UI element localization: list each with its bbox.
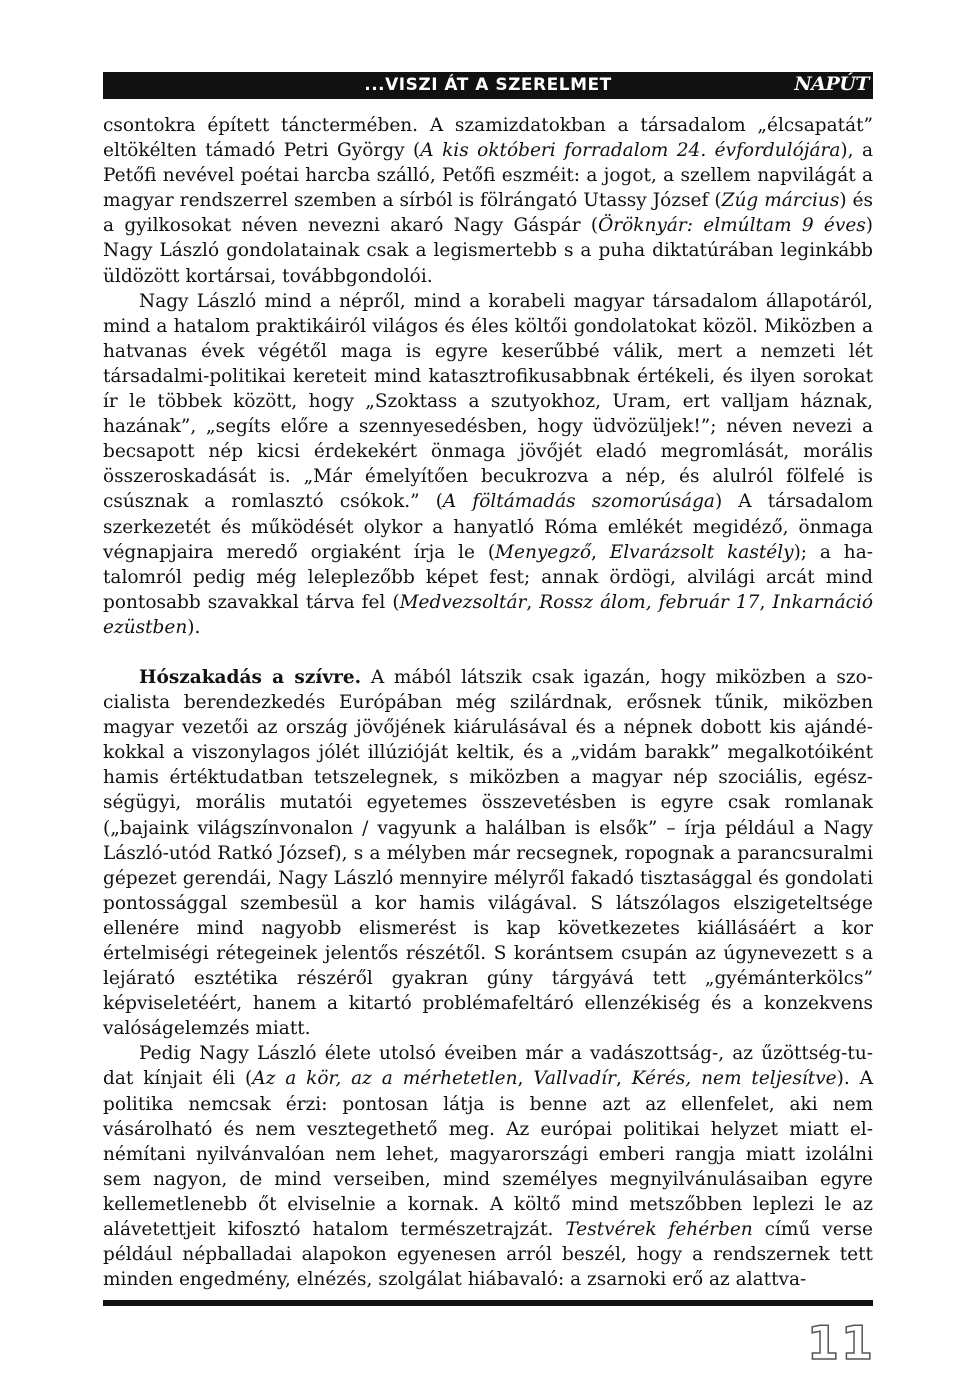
work-title: Vallvadír — [533, 1068, 616, 1090]
page-number: 11 — [806, 1316, 875, 1370]
text-run: című verse például népballadai alapokon egyenesen arról beszél, hogy a rendszernek tett minden engedmény, elnézés, szolgálat hiábavaló: a zsarnoki erő az alattva- — [103, 1219, 873, 1291]
text-run: ) Nagy László gondolatainak csak a legismertebb s a puha diktatúrában leginkább üldözött kortársai, továbbgondolói. — [103, 215, 873, 287]
work-title: Rossz álom, február 17 — [539, 591, 760, 613]
text-run: ) A társadalom szerkezetét és működését olykor a hanyatló Róma emlékét megidéző, önmaga végnapjaira meredő orgiaként írja le ( — [103, 491, 874, 563]
text-run: ). — [187, 616, 201, 638]
text-run: , — [517, 1068, 534, 1090]
text-run: , — [615, 1068, 632, 1090]
text-run: , — [759, 591, 773, 613]
work-title: Kérés, nem teljesítve — [631, 1068, 837, 1090]
article-body — [103, 113, 873, 1292]
text-run: Pedig Nagy László élete utolsó éveiben már a vadászottság-, az űzöttség-tudat kínjait éli ( — [103, 1043, 873, 1090]
work-title: Zúg március — [721, 190, 840, 212]
running-header-title: ...VISZI ÁT A SZERELMET — [364, 75, 612, 95]
work-title: Testvérek fehérben — [565, 1219, 753, 1241]
text-run: ), a Petőfi nevével poétai harcba szálló, Petőfi eszméit: a jogot, a szellem napvilágát a magyar rendszerrel szemben a sírból is fölrángató Utassy József ( — [103, 140, 873, 212]
text-run: A mából látszik csak igazán, hogy miközben a szocialista berendezkedés Európában még szilárdnak, erősnek tűnik, miközben magyar vezetői az ország jövőjének kiárulásával és a népnek dobott kis ajándékokkal a viszonylagos jólét illúzióját keltik, és a „vidám barakk” megalkotóiként hamis értéktudatban tetszelegnek, s miközben a magyar nép szociális, egészségügyi, morális mutatói egyetemes összevetésben is egyre csak romlanak („bajaink világszínvonalon / vagyunk a halálban is elsők” – írja például a Nagy László-utód Ratkó József), s a mélyben már recsegnek, ropognak a parancsuralmi gépezet gerendái, Nagy László mennyire mélyről fakadó tisztasággal és gondolati pontossággal szembesül a kor hamis világával. S látszólagos elszigeteltsége ellenére mind nagyobb elismerést is kap következetes kiállásáért a kor értelmiségi rétegeinek jelentős részétől. S korántsem csupán az úgynevezett s a lejárató esztétika részéről gyakran gúny tárgyává tett „gyémánterkölcs” képviseletéért, hanem a kitartó problémafeltáró ellenzékiség és a konzekvens valóságelemzés miatt. — [103, 666, 873, 1040]
work-title: Inkarnáció ezüstben — [103, 591, 874, 638]
text-run: , — [590, 541, 610, 563]
text-run: ) és a gyilkosokat néven nevezni akaró Nagy Gáspár ( — [103, 190, 873, 237]
paragraph — [103, 1041, 873, 1292]
paragraph-with-subheading — [103, 665, 873, 1041]
text-run: ). A politika nemcsak érzi: pontosan látja is benne azt az ellenfelet, aki nem vásárolható és nem vesztegethető meg. Az európai politikai helyzet miatt elnémítani nyilvánvalóan nem lehet, magyarországi emberi rangja miatt izolálni sem nagyon, de mind verseiben, mind személyes megnyilvánulásaiban egyre kellemetlenebb őt elviselnie a kornak. A költő mind metszőbben leplezi le az alávetettjeit kifosztó hatalom természetrajzát. — [103, 1068, 874, 1241]
work-title: A kis októberi forradalom 24. évfordulójára — [420, 140, 841, 162]
paragraph — [103, 113, 873, 289]
work-title: Menyegző — [495, 541, 591, 563]
text-run: csontokra épített tánctermében. A szamizdatokban a társadalom „élcsapatát” eltökélten támadó Petri György ( — [103, 115, 873, 162]
paragraph — [103, 289, 873, 640]
running-header — [103, 72, 873, 99]
text-run: ); a hatalomról pedig még leleplezőbb képet fest; annak ördögi, alvilági arcát mind pontosabb szavakkal tárva fel ( — [103, 541, 874, 613]
work-title: Medvezsoltár — [399, 591, 527, 613]
footer-rule — [103, 1300, 873, 1306]
work-title: Elvarázsolt kastély — [609, 541, 794, 563]
work-title: A föltámadás szomorúsága — [442, 491, 715, 513]
work-title: Az a kör, az a mérhetetlen — [252, 1068, 518, 1090]
magazine-logo: NAPÚT — [794, 73, 869, 95]
work-title: Öröknyár: elmúltam 9 éves — [598, 215, 866, 237]
text-run: Nagy László mind a népről, mind a korabeli magyar társadalom állapotáról, mind a hatalom praktikáiról világos és éles költői gondolatokat közöl. Miközben a hatvanas évek végétől maga is egyre keserűbbé válik, mert a nemzeti lét társadalmi-politikai kereteit mind katasztrofikusabbnak értékeli, és ilyen sorokat ír le többek között, hogy „Szoktass a szutyokhoz, Uram, ert valljam háznak, hazának”, „segíts előre a szennyesedésben, hogy üdvözüljek!”; néven nevezi a becsapott nép kicsi érdekekért önmaga jövőjét eladó megromlását, morális összeroskadását is. „Már émelyítően becukrozva a nép, és alulról fölfelé is csúsznak a romlasztó csókok.” ( — [103, 290, 873, 513]
subheading-runin: Hószakadás a szívre. — [139, 666, 362, 688]
text-run: , — [526, 591, 540, 613]
